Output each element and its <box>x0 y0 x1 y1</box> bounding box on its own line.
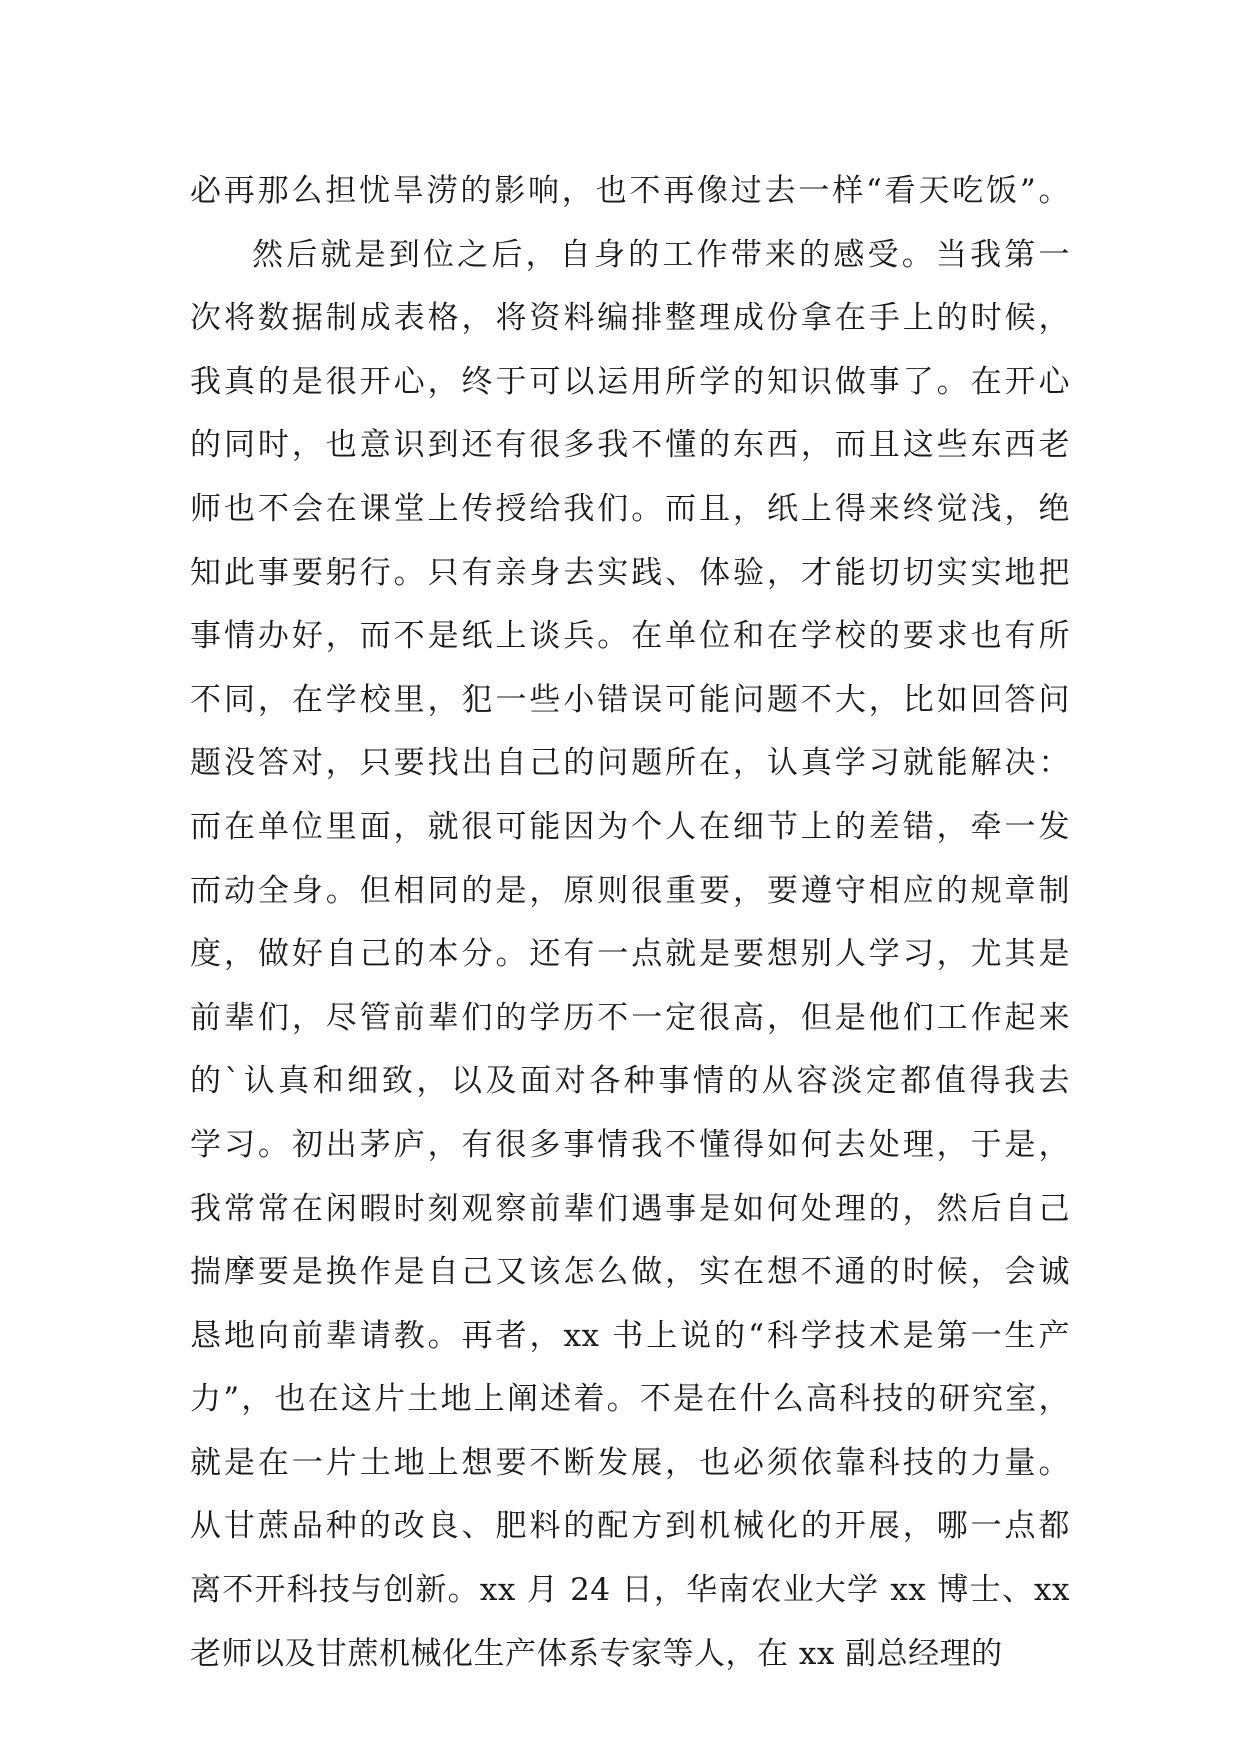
text-line-13: 度，做好自己的本分。还有一点就是要想别人学习，尤其是 <box>190 936 1070 973</box>
text-line-21: 就是在一片土地上想要不断发展，也必须依靠科技的力量。 <box>190 1444 1070 1481</box>
text-line-19: 恳地向前辈请教。再者，xx 书上说的“科学技术是第一生产 <box>190 1317 1070 1354</box>
text-line-5: 的同时，也意识到还有很多我不懂的东西，而且这些东西老 <box>190 427 1070 464</box>
text-line-9: 不同，在学校里，犯一些小错误可能问题不大，比如回答问 <box>190 681 1070 718</box>
text-line-12: 而动全身。但相同的是，原则很重要，要遵守相应的规章制 <box>190 872 1070 909</box>
text-line-16: 学习。初出茅庐，有很多事情我不懂得如何去处理，于是， <box>190 1126 1070 1163</box>
text-line-23: 离不开科技与创新。xx 月 24 日，华南农业大学 xx 博士、xx <box>190 1572 1070 1609</box>
text-line-18: 揣摩要是换作是自己又该怎么做，实在想不通的时候，会诚 <box>190 1254 1070 1291</box>
text-line-14: 前辈们，尽管前辈们的学历不一定很高，但是他们工作起来 <box>190 999 1070 1036</box>
text-line-7: 知此事要躬行。只有亲身去实践、体验，才能切切实实地把 <box>190 554 1070 591</box>
text-line-10: 题没答对，只要找出自己的问题所在，认真学习就能解决： <box>190 745 1070 782</box>
text-line-22: 从甘蔗品种的改良、肥料的配方到机械化的开展，哪一点都 <box>190 1508 1070 1545</box>
body-text <box>190 160 1070 1686</box>
text-line-2: 然后就是到位之后，自身的工作带来的感受。当我第一 <box>252 236 1070 273</box>
text-line-15: 的`认真和细致，以及面对各种事情的从容淡定都值得我去 <box>190 1063 1070 1100</box>
text-line-24: 老师以及甘蔗机械化生产体系专家等人，在 xx 副总经理的 <box>190 1635 1003 1672</box>
text-line-6: 师也不会在课堂上传授给我们。而且，纸上得来终觉浅，绝 <box>190 490 1070 527</box>
text-line-20: 力”，也在这片土地上阐述着。不是在什么高科技的研究室， <box>190 1381 1070 1418</box>
text-line-11: 而在单位里面，就很可能因为个人在细节上的差错，牵一发 <box>190 808 1070 845</box>
text-line-3: 次将数据制成表格，将资料编排整理成份拿在手上的时候， <box>190 300 1070 337</box>
text-line-4: 我真的是很开心，终于可以运用所学的知识做事了。在开心 <box>190 363 1070 400</box>
text-line-1: 必再那么担忧旱涝的影响，也不再像过去一样“看天吃饭”。 <box>190 173 1070 209</box>
text-line-17: 我常常在闲暇时刻观察前辈们遇事是如何处理的，然后自己 <box>190 1190 1070 1227</box>
text-line-8: 事情办好，而不是纸上谈兵。在单位和在学校的要求也有所 <box>190 618 1070 655</box>
